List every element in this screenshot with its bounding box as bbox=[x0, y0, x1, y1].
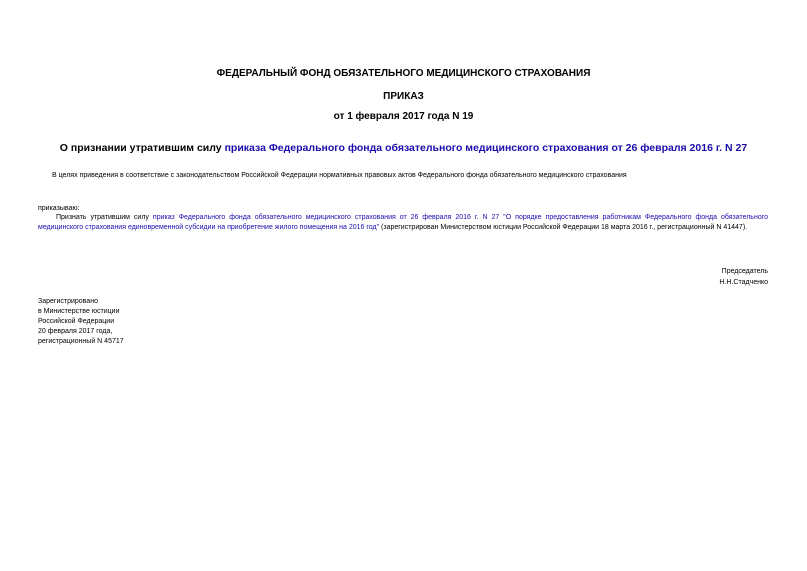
order-link[interactable]: приказ Федерального фонда обязательного медицинского страхования от 26 февраля 2016 г. N 27 "О порядке предоставления работникам Федерального фонда обязательного медицинского страхования единовременной субсидии на приобретение жилого помещения на 2016 год" bbox=[38, 214, 769, 231]
signature-name: Н.Н.Стадченко bbox=[719, 279, 768, 286]
title-prefix: О признании утратившим силу bbox=[59, 142, 225, 154]
registration-line: Российской Федерации bbox=[38, 318, 115, 325]
registration-line: 20 февраля 2017 года, bbox=[38, 328, 113, 335]
document-date: от 1 февраля 2017 года N 19 bbox=[333, 111, 474, 122]
document-title bbox=[0, 142, 807, 154]
signature-role: Председатель bbox=[721, 268, 768, 275]
registration-line: Зарегистрировано bbox=[38, 298, 98, 305]
registration-line: в Министерстве юстиции bbox=[38, 308, 120, 315]
document-kind: ПРИКАЗ bbox=[383, 91, 424, 102]
registration-line: регистрационный N 45717 bbox=[38, 338, 124, 345]
order-suffix: (зарегистрирован Министерством юстиции Российской Федерации 18 марта 2016 г., регистрационный N 41447). bbox=[379, 224, 748, 231]
registration-block bbox=[38, 297, 124, 347]
signature-block bbox=[719, 266, 768, 288]
order-prefix: Признать утратившим силу bbox=[56, 214, 153, 221]
title-link[interactable]: приказа Федерального фонда обязательного медицинского страхования от 26 февраля 2016 г. N 27 bbox=[224, 142, 748, 154]
order-paragraph bbox=[38, 213, 768, 233]
basis-paragraph: В целях приведения в соответствие с законодательством Российской Федерации нормативных правовых актов Федерального фонда обязательного медицинского страхования bbox=[52, 172, 627, 179]
order-word: приказываю: bbox=[38, 205, 80, 212]
issuer-heading: ФЕДЕРАЛЬНЫЙ ФОНД ОБЯЗАТЕЛЬНОГО МЕДИЦИНСКОГО СТРАХОВАНИЯ bbox=[216, 68, 591, 79]
